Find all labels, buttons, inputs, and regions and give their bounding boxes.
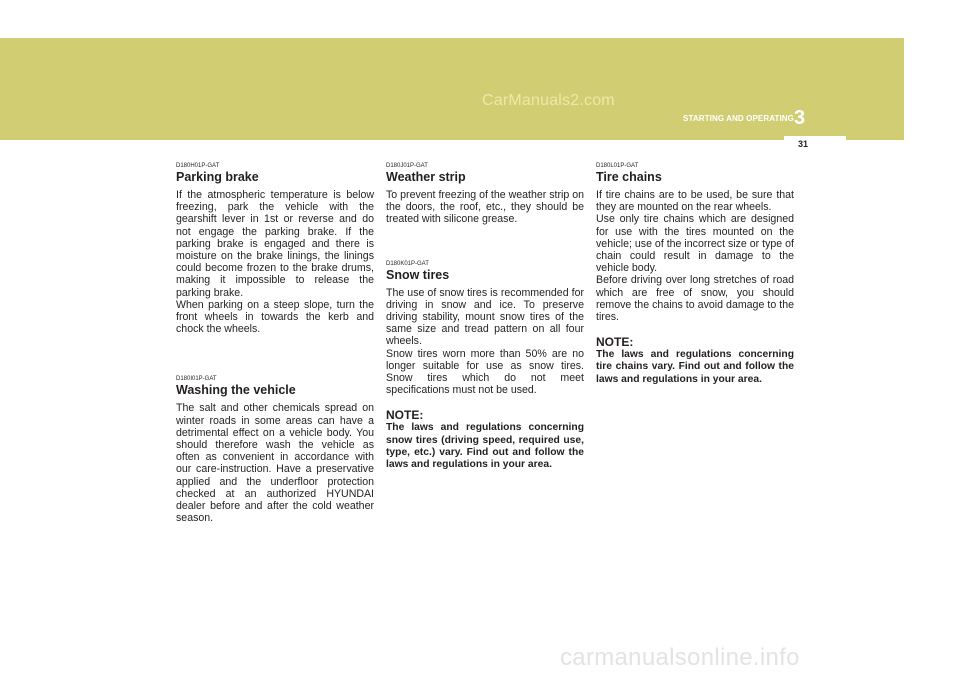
section-washing-vehicle (176, 375, 374, 524)
section-code: D180I01P-GAT (176, 376, 217, 383)
section-body: If tire chains are to be used, be sure that they are mounted on the rear wheels. Use only tire chains which are designed for use with the tires mounted on the vehicle; use of the incorrect size or type of chain could result in damage to the vehicle body. Before driving over long stretches of road which are free of snow, you should remove the chains to avoid damage to the tires. (596, 189, 794, 324)
column-2 (386, 162, 584, 511)
watermark-link[interactable]: CarManuals2.com (482, 92, 615, 109)
section-heading: Weather strip (386, 170, 466, 184)
column-3 (596, 162, 794, 426)
section-heading: Washing the vehicle (176, 383, 296, 398)
section-snow-tires (386, 260, 584, 472)
section-heading: Snow tires (386, 267, 450, 282)
section-code: D180J01P-GAT (386, 163, 428, 169)
section-body: If the atmospheric temperature is below freezing, park the vehicle with the gearshift lever in 1st or reverse and do not engage the parking brake. If the parking brake is engaged and there is moisture on the brake linings, the linings could become frozen to the brake drums, making it impossible to release the parking brake. When parking on a steep slope, turn the front wheels in towards the kerb and chock the wheels. (176, 189, 374, 336)
section-weather-strip (386, 162, 584, 226)
page-number: 31 (797, 139, 808, 149)
section-code: D180H01P-GAT (176, 163, 220, 169)
section-heading: Tire chains (596, 170, 662, 184)
section-title: STARTING AND OPERATING (683, 114, 794, 123)
section-tire-chains (596, 162, 794, 386)
header-band (0, 38, 904, 140)
section-body: The salt and other chemicals spread on winter roads in some areas can have a detrimental effect on a vehicle body. You should therefore wash the vehicle as often as convenient in accordance with our care-instruction. Have a preservative applied and the underfloor protection checked at an authorized HYUNDAI dealer before and after the cold weather season. (176, 402, 374, 525)
section-heading: Parking brake (176, 170, 259, 184)
section-code: D180K01P-GAT (386, 260, 429, 267)
note-heading: NOTE: (596, 335, 634, 350)
section-parking-brake (176, 162, 374, 335)
section-body: The use of snow tires is recommended for driving in snow and ice. To preserve driving stability, mount snow tires of the same size and tread pattern on all four wheels. Snow tires worn more than 50% are no longer suitable for use as snow tires. Snow tires which do not meet specifications must not be used. (386, 286, 584, 397)
chapter-number: 3 (794, 107, 806, 129)
section-body: To prevent freezing of the weather strip on the doors, the roof, etc., they should be treated with silicone grease. (386, 189, 584, 226)
column-1 (176, 162, 374, 564)
note-body: The laws and regulations concerning snow tires (driving speed, required use, type, etc.) vary. Find out and follow the laws and regulations in your area. (386, 422, 584, 471)
footer-site-watermark: carmanualsonline.info (560, 644, 800, 671)
section-code: D180L01P-GAT (596, 163, 639, 169)
note-heading: NOTE: (386, 408, 424, 423)
note-body: The laws and regulations concerning tire chains vary. Find out and follow the laws and regulations in your area. (596, 349, 794, 385)
